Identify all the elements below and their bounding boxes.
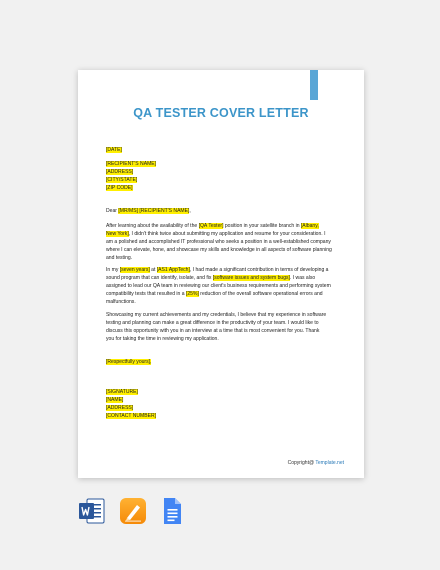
para3-line-4: you for taking the time in reviewing my application. <box>106 336 219 342</box>
para2-text-f: compatibility tests that resulted in a <box>106 291 186 297</box>
para2-text-b: at <box>149 267 157 273</box>
paragraph-1 <box>106 222 340 262</box>
recipient-name: [RECIPIENT'S NAME] <box>106 161 157 167</box>
name-placeholder: [NAME] <box>106 397 124 403</box>
para3-line-2: testing and planning can make a great difference in the productivity of your team. I would like to <box>106 320 319 326</box>
para1-line-3: am a polished and accomplished IT professional who seeks a position in a well-established company <box>106 239 331 245</box>
recipient-zip: [ZIP CODE] <box>106 185 133 191</box>
para2-line-3: assigned to lead our QA team in reviewing our client's business requirements and performing system <box>106 283 331 289</box>
issues-placeholder: [software issues and system bugs] <box>212 275 290 281</box>
recipient-block <box>106 160 340 192</box>
para2-text-d: sound program that can identify, isolate, and fix <box>106 275 213 281</box>
years-placeholder: [seven years] <box>119 267 150 273</box>
contact-number-placeholder: [CONTACT NUMBER] <box>106 413 157 419</box>
signature-placeholder: [SIGNATURE] <box>106 389 138 395</box>
closing <box>106 358 340 366</box>
copyright-text: Copyright@ <box>287 460 316 466</box>
company-placeholder: [AS1 AppTech] <box>156 267 190 273</box>
salutation-text: Dear <box>106 208 119 214</box>
date-placeholder: [DATE] <box>106 147 122 153</box>
paragraph-3 <box>106 311 340 343</box>
para1-text-a: After learning about the availability of the <box>106 223 199 229</box>
salutation <box>106 207 340 215</box>
para2-text-e: . I was also <box>289 275 316 281</box>
para2-text-a: In my <box>106 267 120 273</box>
paragraph-2 <box>106 266 340 306</box>
salutation-comma: , <box>189 208 191 214</box>
para1-text-b: position in your satellite branch in <box>223 223 301 229</box>
para3-line-3: discuss this opportunity with you in an interview at a time that is most convenient for you. Thank <box>106 328 320 334</box>
para1-line-4: where I can elevate, hone, and showcase my skills and knowledge in all aspects of software planning <box>106 247 332 253</box>
accent-bar <box>310 70 318 100</box>
para2-text-g: reduction of the overall software operational errors and <box>198 291 323 297</box>
letter-page <box>78 70 364 478</box>
para3-line-1: Showcasing my current achievements and my credentials, I believe that my experience in software <box>106 312 327 318</box>
closing-placeholder: [Respectfully yours], <box>106 359 152 365</box>
address-placeholder: [ADDRESS] <box>106 405 134 411</box>
percent-placeholder: [25%] <box>185 291 199 297</box>
document-title: QA TESTER COVER LETTER <box>133 106 309 120</box>
date-line <box>106 146 340 154</box>
para2-line-5: malfunctions. <box>106 299 136 305</box>
para1-line-5: and testing. <box>106 255 133 261</box>
signature-block <box>106 388 340 420</box>
para2-text-c: , I had made a significant contribution in terms of developing a <box>189 267 329 273</box>
para1-text-c: , I didn't think twice about submitting my application and resume for your consideration. I <box>128 231 326 237</box>
salutation-recipient: [MR/MS] [RECIPIENT'S NAME] <box>118 208 190 214</box>
location-placeholder: [Albany, <box>300 223 319 229</box>
google-docs-icon[interactable] <box>158 497 186 525</box>
position-placeholder: [QA Tester] <box>198 223 224 229</box>
recipient-city-state: [CITY/STATE] <box>106 177 138 183</box>
word-icon[interactable] <box>78 497 106 525</box>
recipient-address: [ADDRESS] <box>106 169 134 175</box>
pages-icon[interactable] <box>119 497 147 525</box>
location-placeholder-cont: New York] <box>106 231 129 237</box>
brand-link[interactable]: Template.net <box>315 460 344 466</box>
copyright-footer <box>288 460 344 466</box>
